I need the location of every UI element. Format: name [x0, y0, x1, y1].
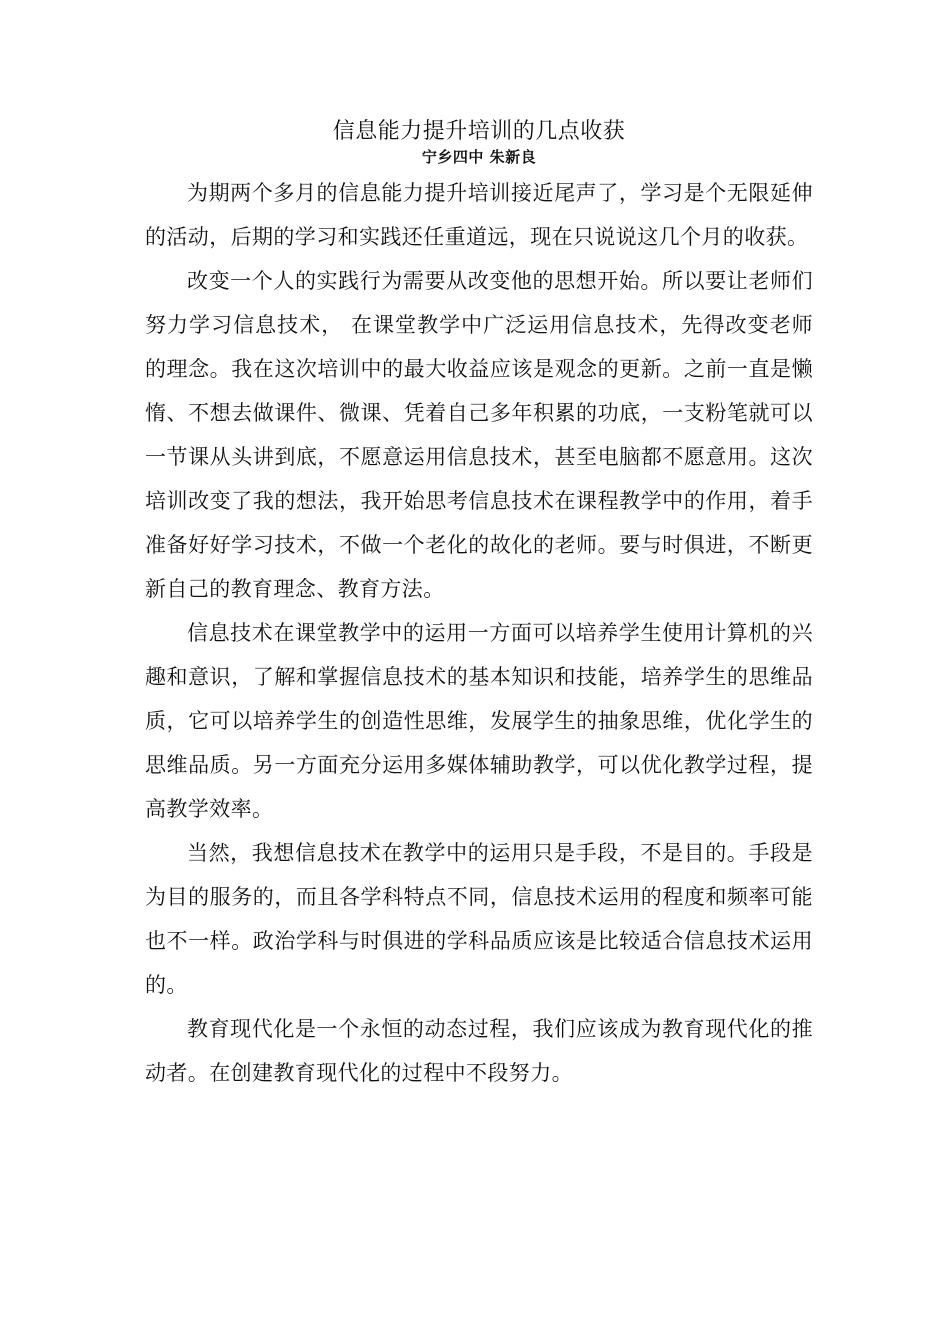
document-author: 宁乡四中 朱新良	[421, 148, 537, 166]
document-title: 信息能力提升培训的几点收获	[332, 119, 626, 144]
document-page	[145, 118, 813, 1095]
paragraph-5: 教育现代化是一个永恒的动态过程，我们应该成为教育现代化的推动者。在创建教育现代化的过程中不段努力。	[145, 1017, 813, 1085]
paragraph-1: 为期两个多月的信息能力提升培训接近尾声了，学习是个无限延伸的活动，后期的学习和实践还任重道远，现在只说说这几个月的收获。	[145, 181, 813, 249]
paragraph-3: 信息技术在课堂教学中的运用一方面可以培养学生使用计算机的兴趣和意识，了解和掌握信息技术的基本知识和技能，培养学生的思维品质，它可以培养学生的创造性思维，发展学生的抽象思维，优化学生的思维品质。另一方面充分运用多媒体辅助教学，可以优化教学过程，提高教学效率。	[145, 621, 813, 821]
paragraph-2: 改变一个人的实践行为需要从改变他的思想开始。所以要让老师们努力学习信息技术， 在课堂教学中广泛运用信息技术，先得改变老师的理念。我在这次培训中的最大收益应该是观念的更新。之前一直是懒惰、不想去做课件、微课、凭着自己多年积累的功底，一支粉笔就可以一节课从头讲到底，不愿意运用信息技术，甚至电脑都不愿意用。这次培训改变了我的想法，我开始思考信息技术在课程教学中的作用，着手准备好好学习技术，不做一个老化的故化的老师。要与时俱进，不断更新自己的教育理念、教育方法。	[145, 269, 813, 601]
paragraph-4: 当然，我想信息技术在教学中的运用只是手段，不是目的。手段是为目的服务的，而且各学科特点不同，信息技术运用的程度和频率可能也不一样。政治学科与时俱进的学科品质应该是比较适合信息技术运用的。	[145, 841, 813, 997]
